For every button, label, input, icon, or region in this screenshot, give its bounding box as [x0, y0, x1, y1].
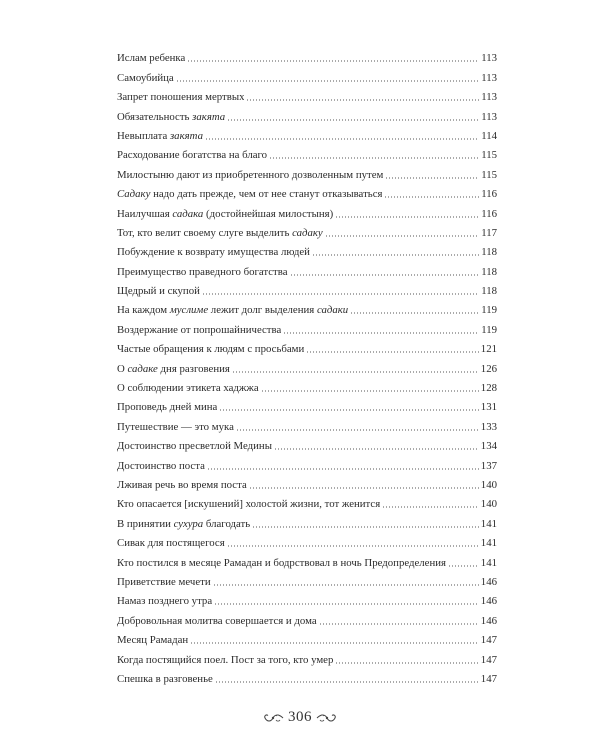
toc-entry [117, 239, 497, 258]
table-of-contents [117, 45, 497, 685]
toc-entry-page-number: 113 [481, 110, 497, 123]
toc-entry-page-number: 141 [480, 556, 497, 569]
toc-title-part: О [117, 362, 128, 375]
toc-title-part: Воздержание от попрошайничества [117, 323, 282, 336]
dot-leader [382, 499, 479, 508]
toc-entry-page-number: 146 [480, 595, 497, 608]
toc-entry [117, 413, 497, 432]
toc-title-italic-part: Садаку [117, 188, 151, 201]
toc-entry-page-number: 121 [480, 343, 497, 356]
dot-leader [219, 402, 479, 411]
toc-entry [117, 491, 497, 510]
dot-leader [448, 558, 479, 567]
toc-entry-title [117, 188, 382, 200]
floral-ornament-left-icon [262, 712, 284, 724]
toc-entry-page-number: 146 [480, 614, 497, 627]
toc-title-part: Самоубийца [117, 71, 174, 84]
toc-title-part: Запрет поношения мертвых [117, 91, 245, 104]
dot-leader [246, 92, 479, 101]
toc-entry-title [117, 421, 234, 433]
toc-entry-title [117, 130, 203, 142]
dot-leader [269, 150, 479, 159]
dot-leader [214, 596, 479, 605]
toc-title-italic-part: сухура [173, 517, 204, 530]
toc-entry [117, 200, 497, 219]
toc-entry [117, 64, 497, 83]
toc-entry-page-number: 118 [481, 285, 497, 298]
toc-entry-title [117, 149, 267, 161]
toc-entry-page-number: 134 [480, 440, 497, 453]
toc-title-part: Намаз позднего утра [117, 595, 213, 608]
toc-entry-title [117, 52, 185, 64]
dot-leader [325, 228, 479, 237]
toc-entry-title [117, 91, 244, 103]
dot-leader [384, 189, 479, 198]
toc-entry-title [117, 576, 211, 588]
toc-title-part: Спешка в разговенье [117, 672, 213, 685]
toc-entry-title [117, 673, 213, 685]
toc-title-part: Невыплата [117, 129, 170, 142]
toc-entry-title [117, 634, 188, 646]
toc-entry-page-number: 147 [480, 653, 497, 666]
toc-entry-title [117, 440, 272, 452]
toc-title-part: Когда постящийся поел. Пост за того, кто умер [117, 653, 334, 666]
dot-leader [350, 305, 479, 314]
toc-title-part: Побуждение к возврату имущества людей [117, 246, 310, 259]
toc-title-part: Кто опасается [искушений] холостой жизни, тот женится [117, 498, 381, 511]
dot-leader [215, 674, 479, 683]
toc-entry [117, 569, 497, 588]
toc-title-italic-part: садаке [127, 362, 158, 375]
toc-entry [117, 220, 497, 239]
toc-title-italic-part: садаки [316, 304, 349, 317]
toc-entry-page-number: 115 [481, 149, 497, 162]
toc-entry-title [117, 595, 212, 607]
toc-entry-title [117, 324, 281, 336]
toc-title-part: Ислам ребенка [117, 52, 186, 65]
toc-entry [117, 627, 497, 646]
toc-entry [117, 607, 497, 626]
toc-entry [117, 375, 497, 394]
toc-entry-title [117, 111, 225, 123]
toc-entry-page-number: 114 [481, 129, 497, 142]
toc-title-part: Преимущество праведного богатства [117, 265, 288, 278]
dot-leader [335, 655, 478, 664]
toc-entry [117, 142, 497, 161]
toc-entry-title [117, 537, 225, 549]
toc-entry-title [117, 266, 288, 278]
dot-leader [176, 73, 479, 82]
toc-title-part: Тот, кто велит своему слуге выделить [117, 226, 293, 239]
dot-leader [283, 325, 479, 334]
toc-title-part: На каждом [117, 304, 170, 317]
toc-title-italic-part: садаку [292, 226, 323, 239]
toc-entry [117, 84, 497, 103]
toc-title-part: Частые обращения к людям с просьбами [117, 343, 305, 356]
toc-entry-page-number: 113 [481, 71, 497, 84]
toc-title-part: дня разговения [157, 362, 230, 375]
toc-entry-page-number: 131 [480, 401, 497, 414]
toc-entry-title [117, 557, 446, 569]
toc-entry-title [117, 169, 383, 181]
toc-title-part: Милостыню дают из приобретенного дозволенным путем [117, 168, 384, 181]
toc-entry-title [117, 343, 304, 355]
toc-entry-page-number: 119 [481, 304, 497, 317]
toc-entry [117, 588, 497, 607]
dot-leader [290, 267, 479, 276]
page-footer [0, 709, 600, 726]
toc-entry-title [117, 460, 205, 472]
toc-entry-page-number: 119 [481, 323, 497, 336]
toc-entry-page-number: 140 [480, 478, 497, 491]
toc-entry [117, 161, 497, 180]
page-number: 306 [288, 709, 312, 725]
toc-title-part: Наилучшая [117, 207, 173, 220]
toc-entry-title [117, 498, 380, 510]
toc-entry [117, 394, 497, 413]
toc-entry-page-number: 133 [480, 420, 497, 433]
toc-entry-title [117, 382, 259, 394]
dot-leader [207, 461, 479, 470]
toc-entry-title [117, 401, 217, 413]
toc-title-part: лежит долг выделения [208, 304, 317, 317]
toc-entry [117, 452, 497, 471]
toc-entry [117, 258, 497, 277]
toc-entry-page-number: 117 [481, 226, 497, 239]
toc-entry-title [117, 227, 323, 239]
toc-title-part: Приветствие мечети [117, 575, 211, 588]
toc-entry [117, 355, 497, 374]
dot-leader [187, 53, 479, 62]
toc-entry-title [117, 654, 333, 666]
toc-entry [117, 646, 497, 665]
toc-entry-title [117, 304, 348, 316]
dot-leader [252, 519, 479, 528]
toc-entry-page-number: 126 [480, 362, 497, 375]
toc-title-part: Добровольная молитва совершается и дома [117, 614, 317, 627]
toc-title-part: Кто постился в месяце Рамадан и бодрствовал в ночь Предопределения [117, 556, 446, 569]
toc-title-part: Достоинство пресветлой Медины [117, 440, 272, 453]
toc-entry [117, 278, 497, 297]
toc-entry-title [117, 208, 333, 220]
toc-entry [117, 510, 497, 529]
toc-entry-page-number: 113 [481, 52, 497, 65]
toc-entry [117, 297, 497, 316]
dot-leader [274, 441, 479, 450]
toc-entry [117, 123, 497, 142]
toc-title-part: Путешествие — это мука [117, 420, 234, 433]
toc-entry-page-number: 141 [480, 537, 497, 550]
toc-entry-page-number: 147 [480, 634, 497, 647]
toc-entry [117, 103, 497, 122]
toc-title-part: Лживая речь во время поста [117, 478, 247, 491]
dot-leader [227, 112, 479, 121]
toc-entry-page-number: 147 [480, 672, 497, 685]
toc-entry-page-number: 140 [480, 498, 497, 511]
toc-entry-page-number: 118 [481, 265, 497, 278]
dot-leader [202, 286, 479, 295]
dot-leader [335, 209, 479, 218]
toc-entry-title [117, 246, 310, 258]
toc-entry [117, 316, 497, 335]
toc-title-part: О соблюдении этикета хаджжа [117, 382, 259, 395]
toc-entry-title [117, 615, 317, 627]
toc-title-part: Месяц Рамадан [117, 634, 189, 647]
toc-entry-page-number: 113 [481, 91, 497, 104]
dot-leader [205, 131, 479, 140]
toc-entry [117, 666, 497, 685]
toc-title-part: благодать [203, 517, 251, 530]
toc-entry [117, 336, 497, 355]
toc-title-part: Проповедь дней мина [117, 401, 218, 414]
toc-title-italic-part: закята [192, 110, 226, 123]
dot-leader [236, 422, 479, 431]
floral-ornament-right-icon [316, 712, 338, 724]
toc-entry-page-number: 141 [480, 517, 497, 530]
toc-title-part: Расходование богатства на благо [117, 149, 268, 162]
toc-entry-page-number: 116 [481, 207, 497, 220]
toc-entry-page-number: 115 [481, 168, 497, 181]
toc-title-part: Щедрый и скупой [117, 285, 200, 298]
toc-entry [117, 530, 497, 549]
toc-title-part: (достойнейшая милостыня) [203, 207, 334, 220]
dot-leader [249, 480, 479, 489]
toc-entry-page-number: 116 [481, 188, 497, 201]
toc-entry [117, 433, 497, 452]
toc-entry-page-number: 128 [480, 382, 497, 395]
dot-leader [227, 538, 479, 547]
toc-entry [117, 45, 497, 64]
dot-leader [306, 344, 479, 353]
toc-entry-page-number: 137 [480, 459, 497, 472]
toc-entry-title [117, 363, 230, 375]
dot-leader [190, 635, 479, 644]
toc-title-part: Обязательность [117, 110, 193, 123]
toc-title-italic-part: муслиме [169, 304, 209, 317]
dot-leader [213, 577, 479, 586]
toc-title-part: В принятии [117, 517, 174, 530]
toc-title-italic-part: садака [172, 207, 204, 220]
toc-entry-title [117, 285, 200, 297]
dot-leader [232, 364, 479, 373]
toc-entry-title [117, 72, 174, 84]
toc-entry-title [117, 479, 247, 491]
dot-leader [385, 170, 479, 179]
toc-title-part: Достоинство поста [117, 459, 205, 472]
toc-entry [117, 181, 497, 200]
toc-entry-page-number: 118 [481, 246, 497, 259]
dot-leader [312, 247, 479, 256]
toc-entry [117, 549, 497, 568]
toc-title-part: надо дать прежде, чем от нее станут отказываться [150, 188, 383, 201]
toc-entry-title [117, 518, 250, 530]
toc-title-part: Сивак для постящегося [117, 537, 225, 550]
dot-leader [319, 616, 479, 625]
toc-entry [117, 472, 497, 491]
toc-entry-page-number: 146 [480, 575, 497, 588]
toc-title-italic-part: закята [169, 129, 203, 142]
dot-leader [261, 383, 479, 392]
